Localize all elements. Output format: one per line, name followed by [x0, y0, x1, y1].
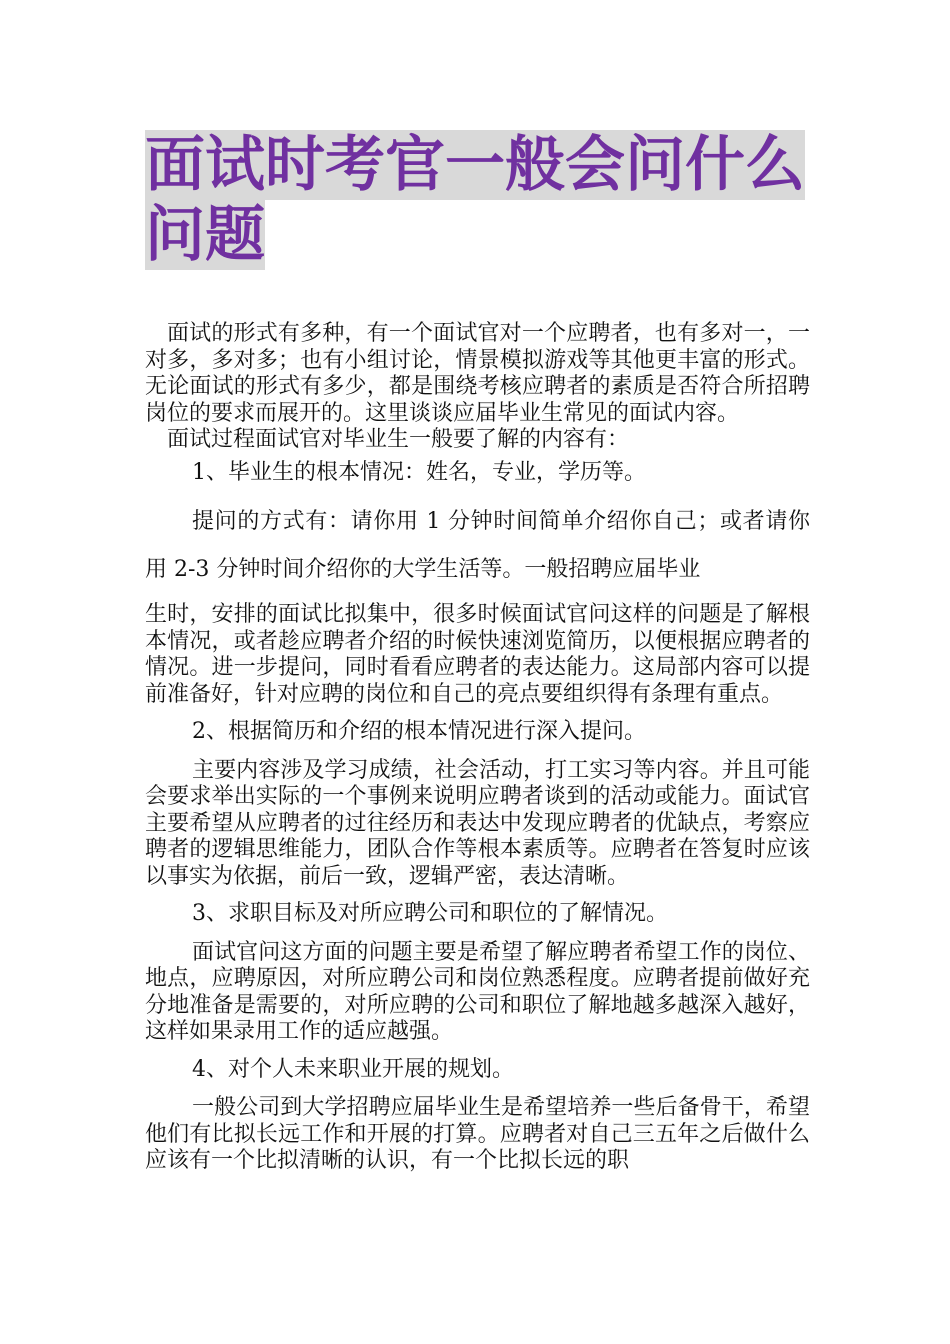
item-heading-3: 3、求职目标及对所应聘公司和职位的了解情况。: [192, 901, 668, 926]
paragraph-item-1-questions: 提问的方式有：请你用 1 分钟时间简单介绍你自己；或者请你用 2-3 分钟时间介绍你的大学生活等。一般招聘应届毕业: [145, 509, 810, 582]
document-title: [145, 130, 815, 270]
paragraph-item-1-detail: 生时，安排的面试比拟集中，很多时候面试官问这样的问题是了解根本情况，或者趁应聘者介绍的时候快速浏览简历，以便根据应聘者的情况。进一步提问，同时看看应聘者的表达能力。这局部内容可以提前准备好，针对应聘的岗位和自己的亮点要组织得有条理有重点。: [145, 602, 810, 707]
title-line-1: 面试时考官一般会问什么: [145, 130, 805, 200]
paragraph-intro: 面试的形式有多种，有一个面试官对一个应聘者，也有多对一，一对多，多对多；也有小组讨论，情景模拟游戏等其他更丰富的形式。无论面试的形式有多少，都是围绕考核应聘者的素质是否符合所招聘岗位的要求而展开的。这里谈谈应届毕业生常见的面试内容。: [145, 321, 810, 426]
paragraph-item-4-detail: 一般公司到大学招聘应届毕业生是希望培养一些后备骨干，希望他们有比拟长远工作和开展的打算。应聘者对自己三五年之后做什么应该有一个比拟清晰的认识，有一个比拟长远的职: [145, 1095, 810, 1173]
paragraph-item-3-detail: 面试官问这方面的问题主要是希望了解应聘者希望工作的岗位、地点，应聘原因，对所应聘公司和岗位熟悉程度。应聘者提前做好充分地准备是需要的，对所应聘的公司和职位了解地越多越深入越好，这样如果录用工作的适应越强。: [145, 939, 810, 1044]
item-heading-4: 4、对个人未来职业开展的规划。: [192, 1056, 514, 1082]
item-heading-2: 2、根据简历和介绍的根本情况进行深入提问。: [192, 719, 646, 744]
paragraph-overview: 面试过程面试官对毕业生一般要了解的内容有：: [167, 427, 630, 452]
paragraph-item-2-detail: 主要内容涉及学习成绩，社会活动，打工实习等内容。并且可能会要求举出实际的一个事例来说明应聘者谈到的活动或能力。面试官主要希望从应聘者的过往经历和表达中发现应聘者的优缺点，考察应聘者的逻辑思维能力，团队合作等根本素质等。应聘者在答复时应该以事实为依据，前后一致，逻辑严密，表达清晰。: [145, 757, 810, 889]
item-heading-1: 1、毕业生的根本情况：姓名，专业，学历等。: [192, 459, 646, 485]
title-line-2: 问题: [145, 200, 265, 270]
document-body: [145, 321, 810, 1175]
